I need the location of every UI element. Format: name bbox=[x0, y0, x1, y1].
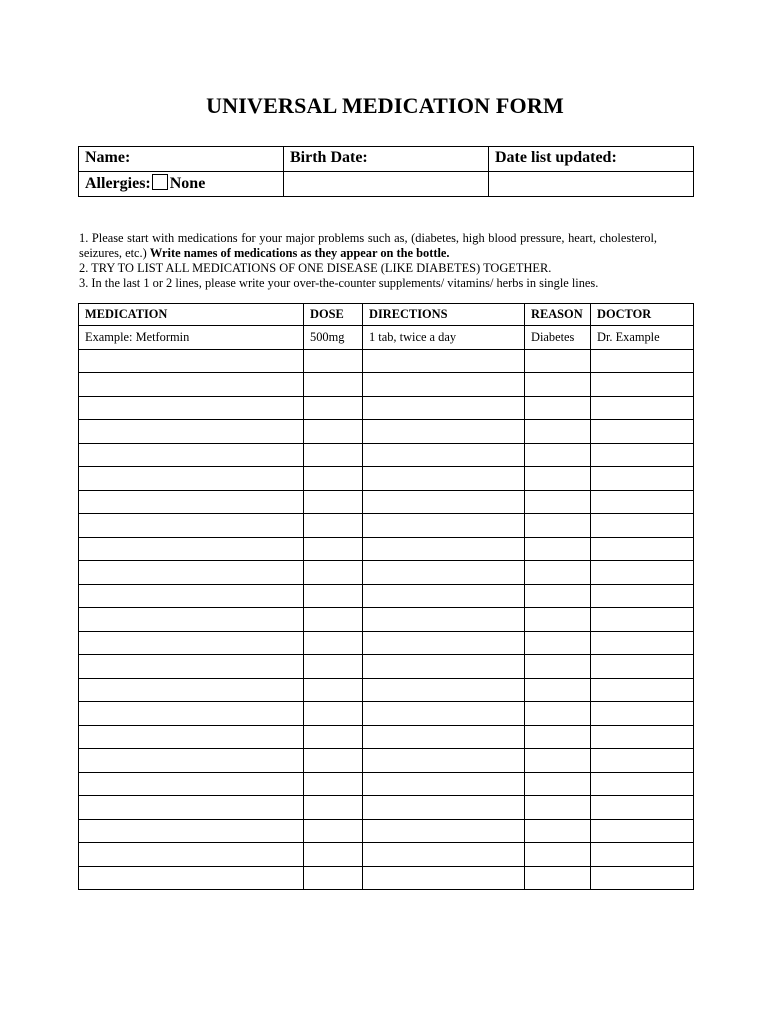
example-doctor: Dr. Example bbox=[591, 326, 694, 350]
medication-cell-directions[interactable] bbox=[363, 725, 525, 749]
medication-row bbox=[79, 796, 694, 820]
medication-cell-reason[interactable] bbox=[525, 843, 591, 867]
allergies-blank-cell-2[interactable] bbox=[284, 172, 489, 197]
instruction-1-text: 1. Please start with medications for your major problems such as, (diabetes, high blood pressure, heart, cholesterol, seizures, etc.) bbox=[79, 231, 657, 260]
medication-cell-directions[interactable] bbox=[363, 373, 525, 397]
medication-cell-reason[interactable] bbox=[525, 631, 591, 655]
medication-cell-dose[interactable] bbox=[304, 749, 363, 773]
medication-cell-dose[interactable] bbox=[304, 608, 363, 632]
medication-cell-reason[interactable] bbox=[525, 584, 591, 608]
medication-row bbox=[79, 772, 694, 796]
medication-cell-doctor[interactable] bbox=[591, 443, 694, 467]
birth-date-field[interactable] bbox=[284, 147, 489, 172]
medication-cell-reason[interactable] bbox=[525, 772, 591, 796]
medication-cell-doctor[interactable] bbox=[591, 725, 694, 749]
medication-cell-dose[interactable] bbox=[304, 725, 363, 749]
medication-row bbox=[79, 396, 694, 420]
medication-cell-medication[interactable] bbox=[79, 631, 304, 655]
medication-cell-reason[interactable] bbox=[525, 655, 591, 679]
medication-cell-reason[interactable] bbox=[525, 561, 591, 585]
instruction-1 bbox=[79, 231, 657, 261]
medication-table bbox=[78, 303, 694, 890]
date-list-updated-field[interactable] bbox=[489, 147, 694, 172]
name-field[interactable] bbox=[79, 147, 284, 172]
medication-cell-dose[interactable] bbox=[304, 420, 363, 444]
medication-cell-medication[interactable] bbox=[79, 514, 304, 538]
medication-cell-dose[interactable] bbox=[304, 584, 363, 608]
allergies-label: Allergies: bbox=[85, 175, 151, 192]
medication-cell-dose[interactable] bbox=[304, 537, 363, 561]
medication-cell-medication[interactable] bbox=[79, 349, 304, 373]
medication-cell-directions[interactable] bbox=[363, 490, 525, 514]
medication-row bbox=[79, 467, 694, 491]
medication-cell-dose[interactable] bbox=[304, 514, 363, 538]
allergies-field bbox=[79, 172, 284, 197]
medication-cell-reason[interactable] bbox=[525, 702, 591, 726]
medication-cell-reason[interactable] bbox=[525, 866, 591, 890]
birth-date-label: Birth Date: bbox=[290, 149, 368, 166]
medication-cell-dose[interactable] bbox=[304, 373, 363, 397]
medication-cell-reason[interactable] bbox=[525, 396, 591, 420]
medication-row bbox=[79, 443, 694, 467]
column-header-dose: DOSE bbox=[304, 304, 363, 326]
medication-row bbox=[79, 749, 694, 773]
medication-table-header bbox=[79, 304, 694, 326]
medication-cell-medication[interactable] bbox=[79, 819, 304, 843]
medication-cell-medication[interactable] bbox=[79, 843, 304, 867]
medication-cell-dose[interactable] bbox=[304, 819, 363, 843]
medication-cell-medication[interactable] bbox=[79, 608, 304, 632]
medication-cell-directions[interactable] bbox=[363, 749, 525, 773]
medication-cell-reason[interactable] bbox=[525, 467, 591, 491]
form-title: UNIVERSAL MEDICATION FORM bbox=[206, 93, 564, 118]
medication-cell-directions[interactable] bbox=[363, 561, 525, 585]
medication-cell-doctor[interactable] bbox=[591, 772, 694, 796]
medication-cell-medication[interactable] bbox=[79, 772, 304, 796]
column-header-doctor: DOCTOR bbox=[591, 304, 694, 326]
medication-cell-doctor[interactable] bbox=[591, 396, 694, 420]
example-directions: 1 tab, twice a day bbox=[363, 326, 525, 350]
column-header-directions: DIRECTIONS bbox=[363, 304, 525, 326]
medication-cell-reason[interactable] bbox=[525, 514, 591, 538]
medication-row bbox=[79, 819, 694, 843]
medication-cell-doctor[interactable] bbox=[591, 866, 694, 890]
medication-cell-directions[interactable] bbox=[363, 655, 525, 679]
medication-cell-medication[interactable] bbox=[79, 796, 304, 820]
medication-row bbox=[79, 631, 694, 655]
medication-row bbox=[79, 866, 694, 890]
example-dose: 500mg bbox=[304, 326, 363, 350]
medication-cell-doctor[interactable] bbox=[591, 655, 694, 679]
medication-cell-dose[interactable] bbox=[304, 655, 363, 679]
medication-cell-doctor[interactable] bbox=[591, 420, 694, 444]
instructions bbox=[79, 231, 657, 291]
medication-cell-dose[interactable] bbox=[304, 443, 363, 467]
medication-row bbox=[79, 537, 694, 561]
column-header-medication: MEDICATION bbox=[79, 304, 304, 326]
medication-row bbox=[79, 490, 694, 514]
allergies-none-checkbox[interactable] bbox=[152, 174, 168, 190]
medication-cell-directions[interactable] bbox=[363, 678, 525, 702]
medication-row bbox=[79, 373, 694, 397]
medication-cell-medication[interactable] bbox=[79, 490, 304, 514]
medication-cell-reason[interactable] bbox=[525, 796, 591, 820]
medication-row bbox=[79, 678, 694, 702]
medication-cell-reason[interactable] bbox=[525, 349, 591, 373]
medication-cell-dose[interactable] bbox=[304, 467, 363, 491]
medication-row bbox=[79, 843, 694, 867]
medication-cell-dose[interactable] bbox=[304, 396, 363, 420]
medication-row bbox=[79, 420, 694, 444]
medication-cell-doctor[interactable] bbox=[591, 514, 694, 538]
medication-cell-dose[interactable] bbox=[304, 843, 363, 867]
medication-cell-directions[interactable] bbox=[363, 514, 525, 538]
medication-cell-doctor[interactable] bbox=[591, 819, 694, 843]
medication-cell-medication[interactable] bbox=[79, 420, 304, 444]
medication-cell-dose[interactable] bbox=[304, 561, 363, 585]
medication-cell-directions[interactable] bbox=[363, 443, 525, 467]
medication-row bbox=[79, 725, 694, 749]
medication-cell-dose[interactable] bbox=[304, 702, 363, 726]
instruction-3: 3. In the last 1 or 2 lines, please write your over-the-counter supplements/ vitamins/ herbs in single lines. bbox=[79, 276, 599, 290]
date-list-updated-label: Date list updated: bbox=[495, 149, 617, 166]
medication-cell-directions[interactable] bbox=[363, 608, 525, 632]
medication-cell-directions[interactable] bbox=[363, 843, 525, 867]
patient-info-table bbox=[78, 146, 694, 197]
medication-cell-directions[interactable] bbox=[363, 819, 525, 843]
example-reason: Diabetes bbox=[525, 326, 591, 350]
medication-cell-medication[interactable] bbox=[79, 467, 304, 491]
instruction-1-bold: Write names of medications as they appear on the bottle. bbox=[149, 246, 450, 260]
medication-cell-dose[interactable] bbox=[304, 490, 363, 514]
medication-cell-medication[interactable] bbox=[79, 655, 304, 679]
medication-cell-doctor[interactable] bbox=[591, 537, 694, 561]
medication-cell-reason[interactable] bbox=[525, 420, 591, 444]
medication-cell-doctor[interactable] bbox=[591, 608, 694, 632]
instruction-2: 2. TRY TO LIST ALL MEDICATIONS OF ONE DISEASE (LIKE DIABETES) TOGETHER. bbox=[79, 261, 552, 275]
medication-cell-doctor[interactable] bbox=[591, 702, 694, 726]
medication-cell-reason[interactable] bbox=[525, 373, 591, 397]
medication-cell-reason[interactable] bbox=[525, 537, 591, 561]
medication-cell-dose[interactable] bbox=[304, 796, 363, 820]
medication-cell-medication[interactable] bbox=[79, 373, 304, 397]
medication-cell-medication[interactable] bbox=[79, 678, 304, 702]
medication-row bbox=[79, 561, 694, 585]
medication-cell-doctor[interactable] bbox=[591, 490, 694, 514]
medication-row bbox=[79, 349, 694, 373]
medication-cell-reason[interactable] bbox=[525, 725, 591, 749]
example-medication: Example: Metformin bbox=[79, 326, 304, 350]
medication-row bbox=[79, 655, 694, 679]
medication-cell-doctor[interactable] bbox=[591, 561, 694, 585]
medication-cell-dose[interactable] bbox=[304, 678, 363, 702]
medication-cell-directions[interactable] bbox=[363, 866, 525, 890]
medication-row bbox=[79, 608, 694, 632]
medication-cell-reason[interactable] bbox=[525, 749, 591, 773]
medication-cell-directions[interactable] bbox=[363, 772, 525, 796]
medication-cell-medication[interactable] bbox=[79, 725, 304, 749]
medication-cell-doctor[interactable] bbox=[591, 467, 694, 491]
medication-cell-directions[interactable] bbox=[363, 420, 525, 444]
medication-cell-medication[interactable] bbox=[79, 702, 304, 726]
medication-cell-directions[interactable] bbox=[363, 796, 525, 820]
medication-cell-dose[interactable] bbox=[304, 631, 363, 655]
medication-cell-doctor[interactable] bbox=[591, 749, 694, 773]
medication-cell-directions[interactable] bbox=[363, 631, 525, 655]
medication-cell-medication[interactable] bbox=[79, 749, 304, 773]
medication-cell-reason[interactable] bbox=[525, 490, 591, 514]
medication-cell-doctor[interactable] bbox=[591, 584, 694, 608]
medication-cell-doctor[interactable] bbox=[591, 373, 694, 397]
medication-cell-medication[interactable] bbox=[79, 561, 304, 585]
example-row bbox=[79, 326, 694, 350]
medication-cell-medication[interactable] bbox=[79, 396, 304, 420]
medication-cell-doctor[interactable] bbox=[591, 631, 694, 655]
medication-cell-reason[interactable] bbox=[525, 608, 591, 632]
medication-cell-reason[interactable] bbox=[525, 443, 591, 467]
medication-cell-directions[interactable] bbox=[363, 396, 525, 420]
medication-cell-dose[interactable] bbox=[304, 349, 363, 373]
medication-cell-dose[interactable] bbox=[304, 772, 363, 796]
medication-row bbox=[79, 514, 694, 538]
allergies-row bbox=[79, 172, 694, 197]
medication-cell-medication[interactable] bbox=[79, 537, 304, 561]
medication-cell-directions[interactable] bbox=[363, 349, 525, 373]
medication-cell-doctor[interactable] bbox=[591, 678, 694, 702]
allergies-none-label: None bbox=[169, 175, 206, 192]
medication-cell-doctor[interactable] bbox=[591, 349, 694, 373]
medication-cell-medication[interactable] bbox=[79, 584, 304, 608]
medication-cell-directions[interactable] bbox=[363, 467, 525, 491]
medication-cell-directions[interactable] bbox=[363, 584, 525, 608]
medication-cell-doctor[interactable] bbox=[591, 843, 694, 867]
patient-info-row bbox=[79, 147, 694, 172]
column-header-reason: REASON bbox=[525, 304, 591, 326]
medication-cell-directions[interactable] bbox=[363, 537, 525, 561]
medication-cell-dose[interactable] bbox=[304, 866, 363, 890]
medication-row bbox=[79, 702, 694, 726]
allergies-blank-cell-3[interactable] bbox=[489, 172, 694, 197]
medication-cell-medication[interactable] bbox=[79, 443, 304, 467]
medication-cell-directions[interactable] bbox=[363, 702, 525, 726]
medication-cell-medication[interactable] bbox=[79, 866, 304, 890]
medication-cell-reason[interactable] bbox=[525, 678, 591, 702]
medication-cell-doctor[interactable] bbox=[591, 796, 694, 820]
medication-row bbox=[79, 584, 694, 608]
medication-cell-reason[interactable] bbox=[525, 819, 591, 843]
name-label: Name: bbox=[85, 149, 131, 166]
